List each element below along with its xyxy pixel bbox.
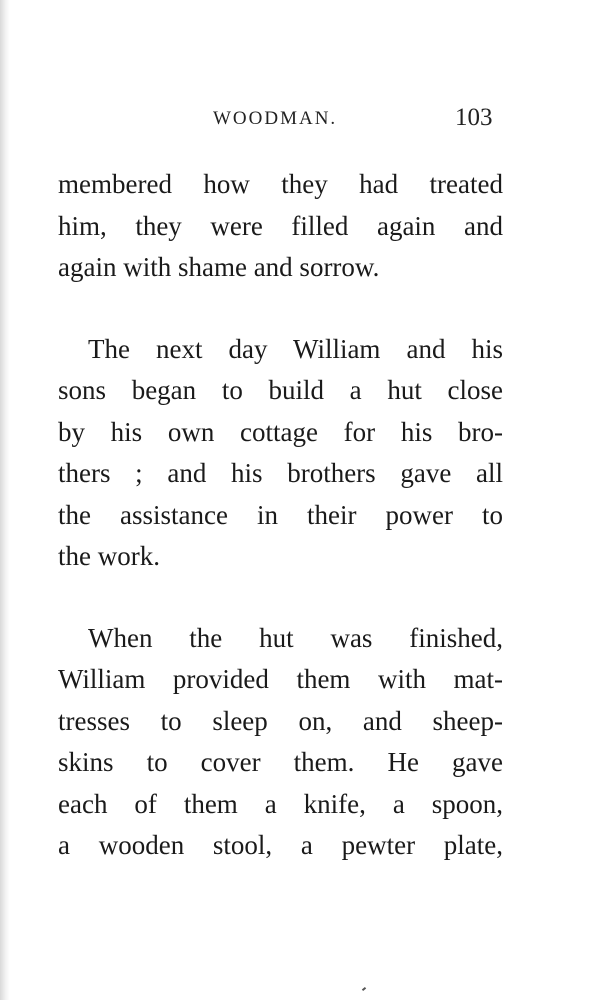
text-line: tresses to sleep on, and sheep- bbox=[58, 705, 503, 736]
page-gutter-shadow bbox=[0, 0, 10, 1000]
text-line: each of them a knife, a spoon, bbox=[58, 788, 503, 819]
text-line: him, they were filled again and bbox=[58, 210, 503, 241]
paragraph-1 bbox=[58, 164, 503, 289]
paragraph-gap bbox=[58, 289, 503, 329]
text-line: William provided them with mat- bbox=[58, 664, 503, 694]
text-line: again with shame and sorrow. bbox=[58, 252, 380, 282]
text-line: the assistance in their power to bbox=[58, 499, 503, 530]
text-line: sons began to build a hut close bbox=[58, 375, 503, 405]
text-line: by his own cottage for his bro- bbox=[58, 416, 503, 447]
paragraph-2 bbox=[58, 329, 503, 578]
body-text bbox=[58, 164, 503, 867]
page-header bbox=[0, 104, 613, 138]
text-line: membered how they had treated bbox=[58, 169, 503, 199]
print-speck bbox=[362, 987, 366, 991]
running-head: WOODMAN. bbox=[213, 108, 338, 129]
paragraph-gap bbox=[58, 578, 503, 618]
text-line: When the hut was finished, bbox=[88, 622, 503, 653]
paragraph-3 bbox=[58, 618, 503, 867]
page-number: 103 bbox=[455, 104, 493, 131]
text-line: a wooden stool, a pewter plate, bbox=[58, 830, 503, 860]
text-line: thers ; and his brothers gave all bbox=[58, 458, 503, 488]
text-line: The next day William and his bbox=[88, 333, 503, 364]
text-line: the work. bbox=[58, 541, 160, 571]
text-line: skins to cover them. He gave bbox=[58, 747, 503, 777]
